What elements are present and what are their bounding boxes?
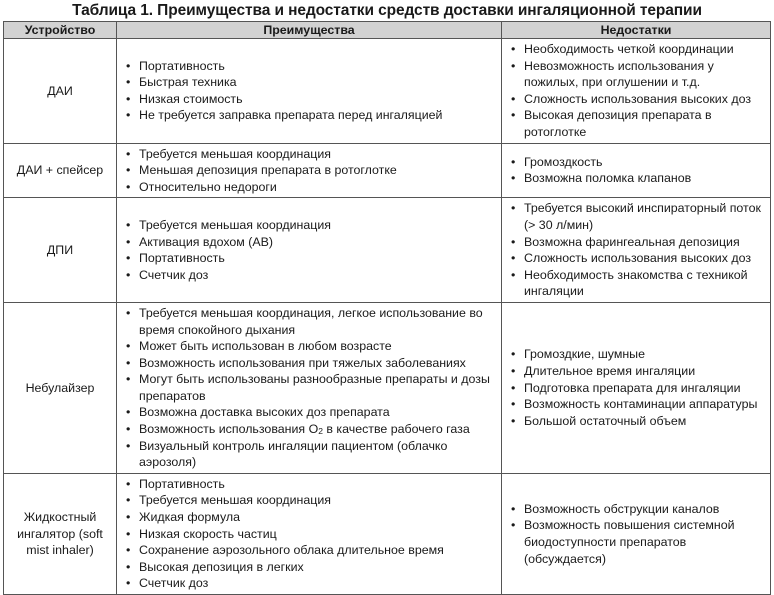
cons-cell bbox=[502, 39, 771, 144]
cons-list bbox=[502, 152, 770, 189]
pros-cell bbox=[117, 473, 502, 594]
list-item: • Быстрая техника bbox=[125, 74, 497, 91]
o2-tail: в качестве рабочего газа bbox=[322, 422, 470, 437]
cons-cell bbox=[502, 143, 771, 198]
header-cons: Недостатки bbox=[502, 22, 771, 39]
list-item: • Громоздкость bbox=[510, 154, 766, 171]
cons-list bbox=[502, 344, 770, 431]
list-item: • Низкая скорость частиц bbox=[125, 526, 497, 543]
list-item: • Визуальный контроль ингаляции пациентом (облачко аэрозоля) bbox=[125, 438, 497, 471]
list-item: • Подготовка препарата для ингаляции bbox=[510, 380, 766, 397]
pros-cell bbox=[117, 198, 502, 303]
device-cell: Небулайзер bbox=[4, 302, 117, 473]
list-item: • Громоздкие, шумные bbox=[510, 346, 766, 363]
table-row bbox=[4, 302, 771, 473]
list-item: • Портативность bbox=[125, 58, 497, 75]
pros-list bbox=[117, 144, 501, 198]
pros-cell bbox=[117, 143, 502, 198]
list-item: • Возможна фарингеальная депозиция bbox=[510, 234, 766, 251]
list-item: • Большой остаточный объем bbox=[510, 413, 766, 430]
pros-list bbox=[117, 215, 501, 285]
list-item bbox=[125, 421, 497, 438]
comparison-table bbox=[3, 21, 771, 595]
list-item: • Не требуется заправка препарата перед ингаляцией bbox=[125, 107, 497, 124]
list-item: • Возможность повышения системной биодоступности препаратов (обсуждается) bbox=[510, 517, 766, 567]
table-row bbox=[4, 198, 771, 303]
list-item: • Низкая стоимость bbox=[125, 91, 497, 108]
list-item: • Возможность обструкции каналов bbox=[510, 501, 766, 518]
list-item: • Портативность bbox=[125, 476, 497, 493]
device-cell: Жидкостный ингалятор (soft mist inhaler) bbox=[4, 473, 117, 594]
header-row bbox=[4, 22, 771, 39]
list-item: • Высокая депозиция в легких bbox=[125, 559, 497, 576]
cons-cell bbox=[502, 473, 771, 594]
list-item: • Возможность контаминации аппаратуры bbox=[510, 396, 766, 413]
list-item: • Необходимость четкой координации bbox=[510, 41, 766, 58]
list-item: • Требуется меньшая координация, легкое использование во время спокойного дыхания bbox=[125, 305, 497, 338]
table-row bbox=[4, 473, 771, 594]
o2-text: Возможность использования O bbox=[139, 422, 319, 437]
list-item: • Портативность bbox=[125, 250, 497, 267]
list-item: • Требуется меньшая координация bbox=[125, 492, 497, 509]
cons-list bbox=[502, 39, 770, 143]
device-cell: ДАИ + спейсер bbox=[4, 143, 117, 198]
list-item: • Жидкая формула bbox=[125, 509, 497, 526]
pros-list bbox=[117, 56, 501, 126]
pros-list bbox=[117, 303, 501, 473]
list-item: • Сложность использования высоких доз bbox=[510, 250, 766, 267]
list-item: • Счетчик доз bbox=[125, 575, 497, 592]
table-title: Таблица 1. Преимущества и недостатки средств доставки ингаляционной терапии bbox=[72, 2, 702, 19]
cons-list bbox=[502, 499, 770, 569]
cons-cell bbox=[502, 198, 771, 303]
header-device: Устройство bbox=[4, 22, 117, 39]
list-item: • Могут быть использованы разнообразные препараты и дозы препаратов bbox=[125, 371, 497, 404]
list-item: • Возможна поломка клапанов bbox=[510, 170, 766, 187]
header-pros: Преимущества bbox=[117, 22, 502, 39]
pros-list bbox=[117, 474, 501, 594]
list-item: • Необходимость знакомства с техникой ингаляции bbox=[510, 267, 766, 300]
list-item: • Меньшая депозиция препарата в ротоглотке bbox=[125, 162, 497, 179]
pros-cell bbox=[117, 39, 502, 144]
list-item: • Требуется меньшая координация bbox=[125, 146, 497, 163]
o2-subscript: 2 bbox=[318, 426, 323, 437]
pros-cell bbox=[117, 302, 502, 473]
list-item: • Счетчик доз bbox=[125, 267, 497, 284]
list-item: • Длительное время ингаляции bbox=[510, 363, 766, 380]
list-item: • Сохранение аэрозольного облака длительное время bbox=[125, 542, 497, 559]
list-item: • Требуется высокий инспираторный поток (> 30 л/мин) bbox=[510, 200, 766, 233]
device-cell: ДАИ bbox=[4, 39, 117, 144]
list-item: • Сложность использования высоких доз bbox=[510, 91, 766, 108]
table-row bbox=[4, 39, 771, 144]
list-item: • Требуется меньшая координация bbox=[125, 217, 497, 234]
list-item: • Активация вдохом (АВ) bbox=[125, 234, 497, 251]
list-item: • Невозможность использования у пожилых, при оглушении и т.д. bbox=[510, 58, 766, 91]
list-item: • Возможна доставка высоких доз препарата bbox=[125, 404, 497, 421]
list-item: • Возможность использования при тяжелых заболеваниях bbox=[125, 355, 497, 372]
device-cell: ДПИ bbox=[4, 198, 117, 303]
table-row bbox=[4, 143, 771, 198]
list-item: • Может быть использован в любом возрасте bbox=[125, 338, 497, 355]
cons-list bbox=[502, 198, 770, 302]
list-item: • Относительно недороги bbox=[125, 179, 497, 196]
cons-cell bbox=[502, 302, 771, 473]
list-item: • Высокая депозиция препарата в ротоглотке bbox=[510, 107, 766, 140]
